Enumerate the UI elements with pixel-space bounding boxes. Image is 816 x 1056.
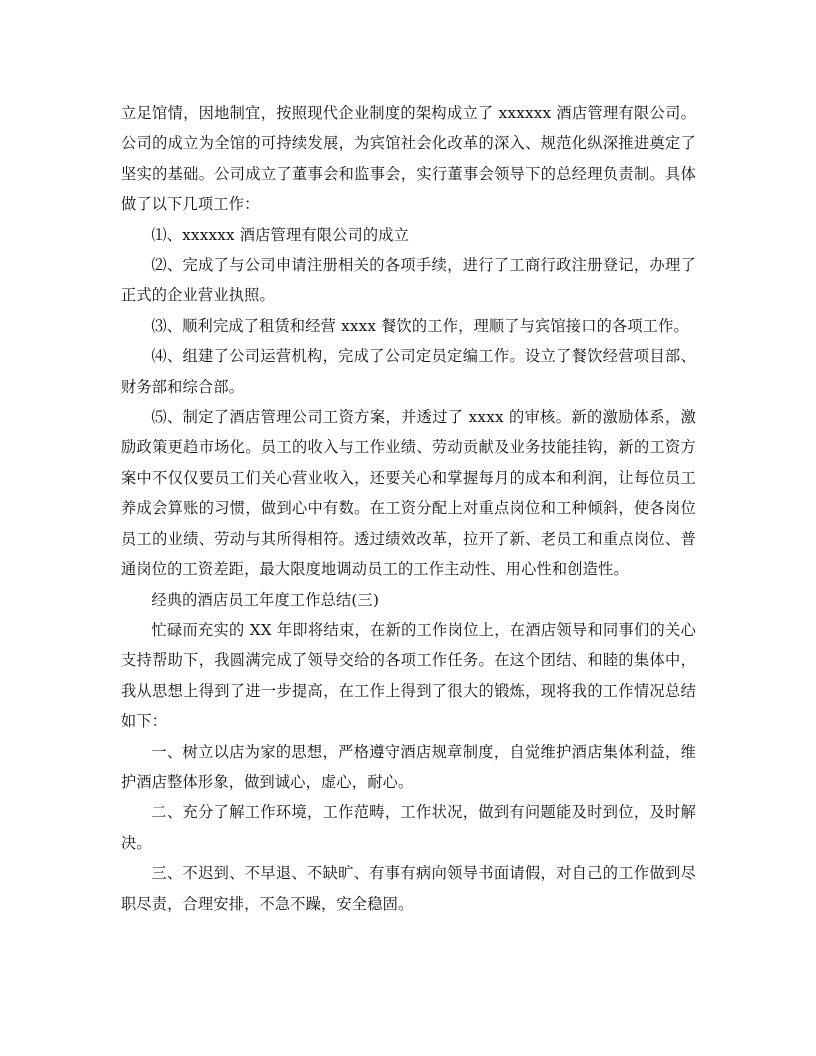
paragraph-point-3: 三、不迟到、不早退、不缺旷、有事有病向领导书面请假，对自己的工作做到尽职尽责，合理安排，不急不躁，安全稳固。 xyxy=(121,864,696,913)
paragraph-item-2: ⑵、完成了与公司申请注册相关的各项手续，进行了工商行政注册登记，办理了正式的企业营业执照。 xyxy=(121,256,696,305)
section-heading: 经典的酒店员工年度工作总结(三) xyxy=(151,590,380,609)
paragraph-item-3: ⑶、顺利完成了租赁和经营 xxxx 餐饮的工作，理顺了与宾馆接口的各项工作。 xyxy=(151,316,689,335)
document-body xyxy=(121,98,696,919)
paragraph-intro: 忙碌而充实的 XX 年即将结束，在新的工作岗位上，在酒店领导和同事们的关心支持帮助下，我圆满完成了领导交给的各项工作任务。在这个团结、和睦的集体中，我从思想上得到了进一步提高，在工作上得到了很大的锻炼，现将我的工作情况总结如下： xyxy=(121,620,696,731)
paragraph-item-1: ⑴、xxxxxx 酒店管理有限公司的成立 xyxy=(151,225,410,244)
paragraph-company-founding: 立足馆情，因地制宜，按照现代企业制度的架构成立了 xxxxxx 酒店管理有限公司。公司的成立为全馆的可持续发展，为宾馆社会化改革的深入、规范化纵深推进奠定了坚实的基础。公司成立了董事会和监事会，实行董事会领导下的总经理负责制。具体做了以下几项工作： xyxy=(121,104,696,214)
paragraph-point-1: 一、树立以店为家的思想，严格遵守酒店规章制度，自觉维护酒店集体利益，维护酒店整体形象，做到诚心，虚心，耐心。 xyxy=(121,742,696,791)
paragraph-item-5: ⑸、制定了酒店管理公司工资方案，并透过了 xxxx 的审核。新的激励体系，激励政策更趋市场化。员工的收入与工作业绩、劳动贡献及业务技能挂钩，新的工资方案中不仅仅要员工们关心营业收入，还要关心和掌握每月的成本和利润，让每位员工养成会算账的习惯，做到心中有数。在工资分配上对重点岗位和工种倾斜，使各岗位员工的业绩、劳动与其所得相符。透过绩效改革，拉开了新、老员工和重点岗位、普通岗位的工资差距，最大限度地调动员工的工作主动性、用心性和创造性。 xyxy=(121,408,696,579)
paragraph-item-4: ⑷、组建了公司运营机构，完成了公司定员定编工作。设立了餐饮经营项目部、财务部和综合部。 xyxy=(121,347,696,396)
paragraph-point-2: 二、充分了解工作环境，工作范畴，工作状况，做到有问题能及时到位，及时解决。 xyxy=(121,803,696,852)
